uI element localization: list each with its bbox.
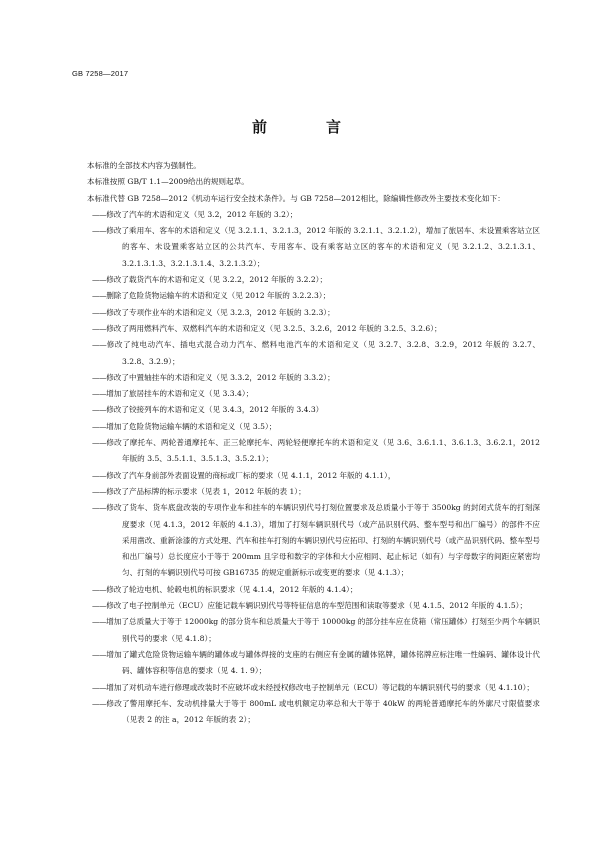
body-text bbox=[72, 158, 540, 728]
change-item bbox=[72, 647, 540, 680]
change-item bbox=[72, 435, 540, 468]
list-dash: —— bbox=[92, 323, 107, 333]
change-text: 修改了汽车身前部外表面设置的商标或厂标的要求（见 4.1.1，2012 年版的 4.1.1）， bbox=[106, 470, 396, 480]
list-dash: —— bbox=[92, 209, 107, 219]
change-list bbox=[72, 207, 540, 729]
list-dash: —— bbox=[92, 438, 107, 448]
list-dash: —— bbox=[92, 226, 107, 236]
list-dash: —— bbox=[92, 307, 107, 317]
change-text: 修改了铰接列车的术语和定义（见 3.4.3，2012 年版的 3.4.3） bbox=[106, 405, 324, 415]
intro-paragraph: 本标准按照 GB/T 1.1—2009给出的规则起草。 bbox=[87, 177, 249, 187]
change-text: 修改了专项作业车的术语和定义（见 3.2.3，2012 年版的 3.2.3）； bbox=[106, 307, 335, 317]
change-text: 修改了轮边电机、轮毂电机的标识要求（见 4.1.4，2012 年版的 4.1.4）； bbox=[106, 584, 358, 594]
change-item bbox=[72, 370, 540, 386]
change-text: 修改了电子控制单元（ECU）应能记载车辆识别代号等特征信息的车型范围和读取等要求（见 4.1.5、2012 年版的 4.1.5）； bbox=[106, 601, 528, 611]
change-item bbox=[72, 386, 540, 402]
change-item bbox=[72, 223, 540, 272]
change-item bbox=[72, 598, 540, 614]
change-text: 增加了总质量大于等于 12000kg 的部分货车和总质量大于等于 10000kg 的部分挂车应在货箱（常压罐体）打刻至少两个车辆识别代号的要求（见 4.1.8）； bbox=[106, 617, 540, 643]
list-dash: —— bbox=[92, 275, 107, 285]
list-dash: —— bbox=[92, 503, 107, 513]
change-text: 修改了两用燃料汽车、双燃料汽车的术语和定义（见 3.2.5、3.2.6，2012 年版的 3.2.5、3.2.6）； bbox=[106, 323, 442, 333]
change-text: 增加了旅居挂车的术语和定义（见 3.3.4）； bbox=[106, 389, 254, 399]
change-item bbox=[72, 288, 540, 304]
list-dash: —— bbox=[92, 584, 107, 594]
change-text: 增加了对机动车进行修理或改装时不应破坏或未经授权修改电子控制单元（ECU）等记载的车辆识别代号的要求（见 4.1.10）； bbox=[106, 682, 534, 692]
change-item bbox=[72, 419, 540, 435]
change-text: 删除了危险货物运输车的术语和定义（见 2012 年版的 3.2.2.3）； bbox=[106, 291, 331, 301]
change-item bbox=[72, 207, 540, 223]
list-dash: —— bbox=[92, 698, 107, 708]
intro-paragraph: 本标准代替 GB 7258—2012《机动车运行安全技术条件》。与 GB 7258—2012相比，除编辑性修改外主要技术变化如下： bbox=[87, 193, 505, 203]
change-text: 修改了载货汽车的术语和定义（见 3.2.2，2012 年版的 3.2.2）； bbox=[106, 275, 328, 285]
change-item bbox=[72, 614, 540, 647]
change-text: 增加了危险货物运输车辆的术语和定义（见 3.5）； bbox=[106, 421, 277, 431]
list-dash: —— bbox=[92, 291, 107, 301]
change-text: 修改了产品标牌的标示要求（见表 1，2012 年版的表 1）； bbox=[106, 486, 306, 496]
list-dash: —— bbox=[92, 340, 107, 350]
list-dash: —— bbox=[92, 486, 107, 496]
list-dash: —— bbox=[92, 470, 107, 480]
change-text: 修改了中置轴挂车的术语和定义（见 3.3.2，2012 年版的 3.3.2）； bbox=[106, 372, 335, 382]
change-item bbox=[72, 582, 540, 598]
list-dash: —— bbox=[92, 649, 107, 659]
document-code: GB 7258—2017 bbox=[72, 69, 129, 78]
list-dash: —— bbox=[92, 682, 107, 692]
change-item bbox=[72, 305, 540, 321]
change-item bbox=[72, 337, 540, 370]
change-item bbox=[72, 468, 540, 484]
list-dash: —— bbox=[92, 389, 107, 399]
change-item bbox=[72, 272, 540, 288]
change-text: 增加了罐式危险货物运输车辆的罐体或与罐体焊接的支座的右侧应有金属的罐体铭牌，罐体铭牌应标注唯一性编码、罐体设计代码、罐体容积等信息的要求（见 4. 1. 9）； bbox=[106, 649, 540, 676]
change-item bbox=[72, 402, 540, 418]
change-text: 修改了警用摩托车、发动机排量大于等于 800mL 或电机额定功率总和大于等于 40kW 的两轮普通摩托车的外廓尺寸限值要求（见表 2 的注 a，2012 年版的表 2）； bbox=[106, 698, 540, 725]
change-item bbox=[72, 321, 540, 337]
change-item bbox=[72, 500, 540, 581]
change-item bbox=[72, 484, 540, 500]
page-title: 前 言 bbox=[251, 118, 363, 136]
change-text: 修改了货车、货车底盘改装的专项作业车和挂车的车辆识别代号打刻位置要求及总质量小于等于 3500kg 的封闭式货车的打刻深度要求（见 4.1.3，2012 年版的 4.1.3），增加了打刻车辆识别代号（或产品识别代码、整车型号和出厂编号）的部件不应采用凿改、重新涂漆的方式处理、汽车和挂车打刻的车辆识别代号应拓印、打刻的车辆识别代号（或产品识别代码、整车型号和出厂编号）总长度应小于等于 200mm 且字母和数字的字体和大小应相同、起止标记（如有）与字母数字的间距应紧密均匀、打刻的车辆识别代号可按 GB16735 的规定重新标示或变更的要求（见 4.1.3）； bbox=[106, 503, 540, 578]
list-dash: —— bbox=[92, 372, 107, 382]
intro-paragraph: 本标准的全部技术内容为强制性。 bbox=[87, 161, 201, 170]
change-text: 修改了汽车的术语和定义（见 3.2，2012 年版的 3.2）； bbox=[106, 209, 298, 219]
list-dash: —— bbox=[92, 617, 107, 627]
change-item bbox=[72, 680, 540, 696]
list-dash: —— bbox=[92, 601, 107, 611]
list-dash: —— bbox=[92, 421, 107, 431]
change-text: 修改了乘用车、客车的术语和定义（见 3.2.1.1、3.2.1.3，2012 年版的 3.2.1.1、3.2.1.2），增加了旅居车、未设置乘客站立区的客车、未设置乘客站立区的公共汽车、专用客车、设有乘客站立区的客车的术语和定义（见 3.2.1.2、3.2.1.3.1、3.2.1.3.1.3、3.2.1.3.1.4、3.2.1.3.2）； bbox=[106, 226, 540, 268]
change-text: 修改了纯电动汽车、插电式混合动力汽车、燃料电池汽车的术语和定义（见 3.2.7、3.2.8、3.2.9，2012 年版的 3.2.7、3.2.8、3.2.9）； bbox=[106, 340, 540, 366]
list-dash: —— bbox=[92, 405, 107, 415]
change-item bbox=[72, 696, 540, 729]
change-text: 修改了摩托车、两轮普通摩托车、正三轮摩托车、两轮轻便摩托车的术语和定义（见 3.6、3.6.1.1、3.6.1.3、3.6.2.1，2012 年版的 3.5、3.5.1.1、3.5.1.3、3.5.2.1）； bbox=[106, 438, 540, 464]
